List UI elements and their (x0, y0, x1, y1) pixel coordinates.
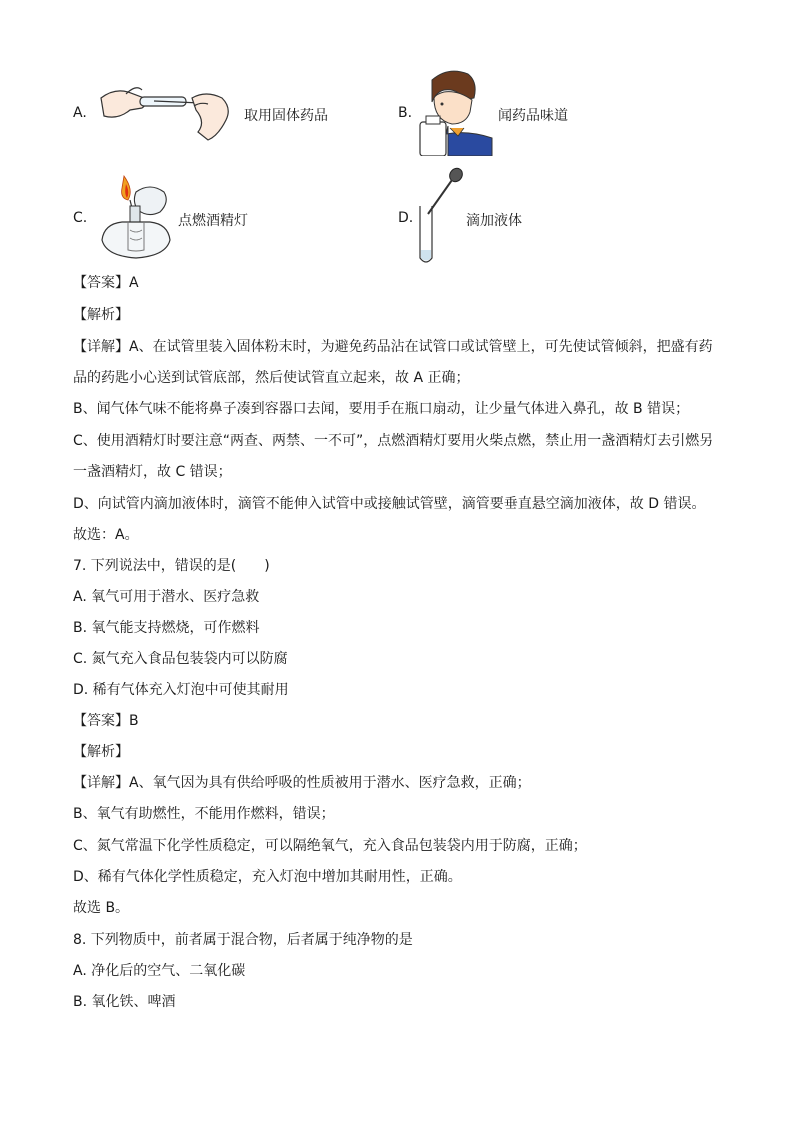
option-a-letter: A. (73, 105, 87, 121)
q7-option: B. 氧气能支持燃烧，可作燃料 (73, 620, 260, 636)
q7-option: D. 稀有气体充入灯泡中可使其耐用 (73, 682, 289, 698)
q7-conclusion: 故选 B。 (73, 900, 130, 916)
q7-detail-line: 【详解】A、氧气因为具有供给呼吸的性质被用于潜水、医疗急救，正确； (73, 775, 531, 791)
q6-detail-line: 品的药匙小心送到试管底部，然后使试管直立起来，故 A 正确； (73, 370, 470, 386)
q7-detail-line: B、氧气有助燃性，不能用作燃料，错误； (73, 806, 335, 822)
option-b-caption: 闻药品味道 (498, 108, 568, 124)
q8-option: B. 氧化铁、啤酒 (73, 994, 176, 1010)
q6-analysis-heading: 【解析】 (73, 307, 129, 323)
q7-option: A. 氧气可用于潜水、医疗急救 (73, 589, 260, 605)
q8-option: A. 净化后的空气、二氧化碳 (73, 963, 246, 979)
q6-detail-line: D、向试管内滴加液体时，滴管不能伸入试管中或接触试管壁，滴管要垂直悬空滴加液体，故 D 错误。 (73, 496, 706, 512)
q6-detail-line: B、闻气体气味不能将鼻子凑到容器口去闻，要用手在瓶口扇动，让少量气体进入鼻孔，故 B 错误； (73, 401, 690, 417)
smelling-illustration (418, 68, 494, 156)
q6-conclusion: 故选：A。 (73, 527, 139, 543)
dropper-illustration (412, 166, 468, 268)
alcohol-lamp-illustration (94, 172, 176, 264)
q7-detail-line: D、稀有气体化学性质稳定，充入灯泡中增加其耐用性，正确。 (73, 869, 462, 885)
q7-stem: 7. 下列说法中，错误的是( ) (73, 558, 270, 574)
q6-detail-line: 【详解】A、在试管里装入固体粉末时，为避免药品沾在试管口或试管壁上，可先使试管倾斜，把盛有药 (73, 339, 713, 355)
q6-detail-line: C、使用酒精灯时要注意“两查、两禁、一不可”，点燃酒精灯要用火柴点燃，禁止用一盏酒精灯去引燃另 (73, 433, 714, 449)
q7-detail-line: C、氮气常温下化学性质稳定，可以隔绝氧气，充入食品包装袋内用于防腐，正确； (73, 838, 587, 854)
option-c-caption: 点燃酒精灯 (178, 213, 248, 229)
q8-stem: 8. 下列物质中，前者属于混合物，后者属于纯净物的是 (73, 932, 413, 948)
q7-answer: 【答案】B (73, 713, 139, 729)
option-a-caption: 取用固体药品 (244, 108, 328, 124)
solid-reagent-illustration (96, 80, 236, 148)
option-c-letter: C. (73, 210, 88, 226)
q7-analysis-heading: 【解析】 (73, 744, 129, 760)
option-d-letter: D. (398, 210, 414, 226)
q7-option: C. 氮气充入食品包装袋内可以防腐 (73, 651, 288, 667)
option-b-letter: B. (398, 105, 413, 121)
q6-answer: 【答案】A (73, 275, 139, 291)
q6-detail-line: 一盏酒精灯，故 C 错误； (73, 464, 232, 480)
option-d-caption: 滴加液体 (466, 213, 522, 229)
